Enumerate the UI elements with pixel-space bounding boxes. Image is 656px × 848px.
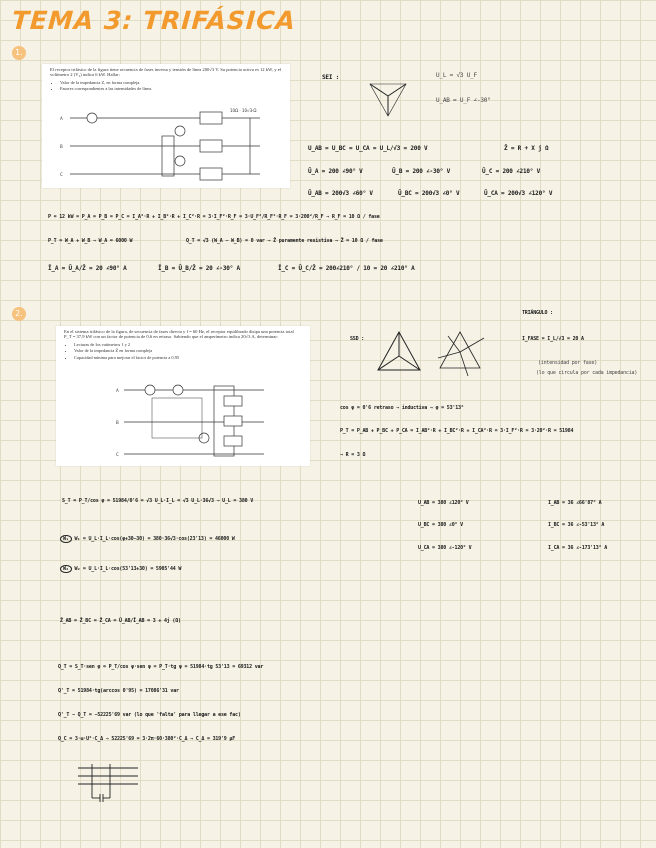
eq-impedance-2: Z̄_AB = Z̄_BC = Z̄_CA = Ū_AB/Ī_AB = 3 + 4j (Ω) [60,618,181,624]
w2-text: W₂ = U_L·I_L·cos(53'13+30) = 5905'44 W [74,566,182,572]
eq-wattmeter-1 [60,536,235,542]
circuit-1-diagram [50,106,282,186]
problem-1-text: El receptor trifásico de la figura tiene secuencia de fases inversa y tensión de línea 200√3 V. Su potencia activa es 12 kW, y el voltímetro 2 (V₂) indica 6 kW. Hallar: [50,67,282,78]
eq-total-power-2: P_T = P_AB + P_BC + P_CA = I_AB²·R + I_BC²·R + I_CA²·R = 3·I_F²·R = 3·20²·R = 51984 [340,428,574,434]
svg-text:C: C [60,172,63,177]
eq-reactive-q1: Q_T = S_T·sen φ = P_T/cos φ·sen φ = P_T·tg φ = 51984·tg 53'13 = 69312 var [58,664,264,670]
phasor-diagram-1 [362,70,414,122]
eq-iab: I_AB = 36 ∠66'87° A [548,500,602,506]
eq-ia: Ī_A = Ū_A/Z̄ = 20 ∠90° A [48,265,127,272]
phasor-diagram-2a [372,328,426,380]
eq-ic: Ī_C = Ū_C/Z̄ = 200∠210° / 10 = 20 ∠210° A [278,265,415,272]
phasor-diagram-2b [432,328,488,380]
problem-2-text: En el sistema trifásico de la figura, de secuencia de fases directa y f = 60 Hz, el receptor equilibrado disipa una potencia total P_T = 37,9 kW con un factor de potencia de 0,6 en retraso. Sabiendo que el amperímetro indica 20√3 A, determinar: [64,329,294,340]
eq-reactive-power: Q_T = √3 (W_A − W_B) = 0 var ⇒ Z̄ puramente resistiva ⇒ Z̄ = 10 Ω / fase [186,238,383,244]
sequence-label-2: SSD : [350,336,365,342]
eq-impedance-form: Z̄ = R + X j Ω [504,145,549,152]
eq-uca-2: U_CA = 380 ∠-120° V [418,545,472,551]
eq-voltage-magnitude: U_AB = U_BC = U_CA = U_L/√3 = 200 V [308,145,428,152]
problem-2-bullet: • Valor de la impedancia Z̄ en forma compleja [74,348,302,355]
eq-uca: Ū_CA = 200√3 ∠120° V [484,190,553,197]
problem-2-bullet: • Lecturas de los vatímetros 1 y 2 [74,342,302,349]
relation-1: U_L = √3 U_F [436,72,477,79]
eq-wattmeter-2 [60,566,181,572]
problem-1-bullet: • Valor de la impedancia Z, en forma compleja. [60,80,282,87]
capacitor-bank-sketch [76,758,140,806]
section-2-badge: 2. [12,307,26,321]
eq-apparent-power: S_T = P_T/cos φ = 51984/0'6 = √3 U_L·I_L = √3 U_L·36√3 ⇒ U_L = 380 V [62,498,254,504]
eq-capacitance: Q_C = 3·ω·U²·C_Δ ⇒ 52225'69 = 3·2π·60·380²·C_Δ ⇒ C_Δ = 319'9 μF [58,736,236,742]
eq-ub: Ū_B = 200 ∠-30° V [392,168,451,175]
circuit-1-note: 10Ω · 10√3·Ω [230,108,257,113]
section-1-badge: 1. [12,46,26,60]
eq-uc: Ū_C = 200 ∠210° V [482,168,541,175]
problem-1-card [42,64,290,188]
page-title: TEMA 3: TRIFÁSICA [10,6,297,35]
seq-label: SEI : [322,74,340,81]
eq-power-total: P = 12 kW = P_A = P_B = P_C = I_A²·R + I_B²·R + I_C²·R = 3·I_F²·R_F = 3·U_F²/R_F²·R_F = 3·200²/R_F ⇒ R_F = 10 Ω / fase [48,214,380,220]
eq-uab: Ū_AB = 200√3 ∠60° V [308,190,373,197]
circuit-2-diagram [64,378,302,464]
relation-2: U_AB = U_F ∠-30° [436,97,491,104]
svg-text:C: C [116,452,119,457]
svg-text:A: A [60,116,63,121]
triangle-note: (lo que circula por cada impedancia) [536,370,638,376]
eq-uab-2: U_AB = 380 ∠120° V [418,500,469,506]
problem-2-bullet: • Capacidad mínima para mejorar el factor de potencia a 0,95 [74,355,302,362]
eq-resistance: ⇒ R = 3 Ω [340,452,366,458]
eq-ica: I_CA = 36 ∠-173'13° A [548,545,608,551]
triangle-subnote: (intensidad por fase) [538,360,598,366]
eq-ua: Ū_A = 200 ∠90° V [308,168,363,175]
eq-reactive-q2: Q'_T = 51984·tg(arccos 0'95) = 17086'31 var [58,688,179,694]
eq-power-factor: cos φ = 0'6 retraso ⇒ inductiva ⇒ φ = 53'13° [340,405,464,411]
eq-reactive-q3: Q'_T − Q_T = −52225'69 var (lo que 'falta' para llegar a ese fac) [58,712,241,718]
svg-text:A: A [116,388,119,393]
problem-1-bullet: • Fasores correspondientes a las intensidades de línea. [60,86,282,93]
w1-circle: W₁ [60,535,72,543]
w1-text: W₁ = U_L·I_L·cos(φ+30−30) = 380·36√3·cos(23'13) = 46000 W [74,536,235,542]
eq-ubc-2: U_BC = 380 ∠0° V [418,522,463,528]
eq-ibc: I_BC = 36 ∠-53'13° A [548,522,605,528]
svg-text:B: B [116,420,119,425]
eq-ib: Ī_B = Ū_B/Z̄ = 20 ∠-30° A [158,265,240,272]
triangle-label: TRIÁNGULO : [522,310,553,316]
triangle-formula: I_FASE = I_L/√3 = 20 A [522,336,584,342]
svg-text:B: B [60,144,63,149]
problem-2-card [56,326,310,466]
w2-circle: W₂ [60,565,72,573]
eq-ubc: Ū_BC = 200√3 ∠0° V [398,190,460,197]
eq-wattmeter-a: P_T = W_A + W_B ⇒ W_A = 6000 W [48,238,133,244]
